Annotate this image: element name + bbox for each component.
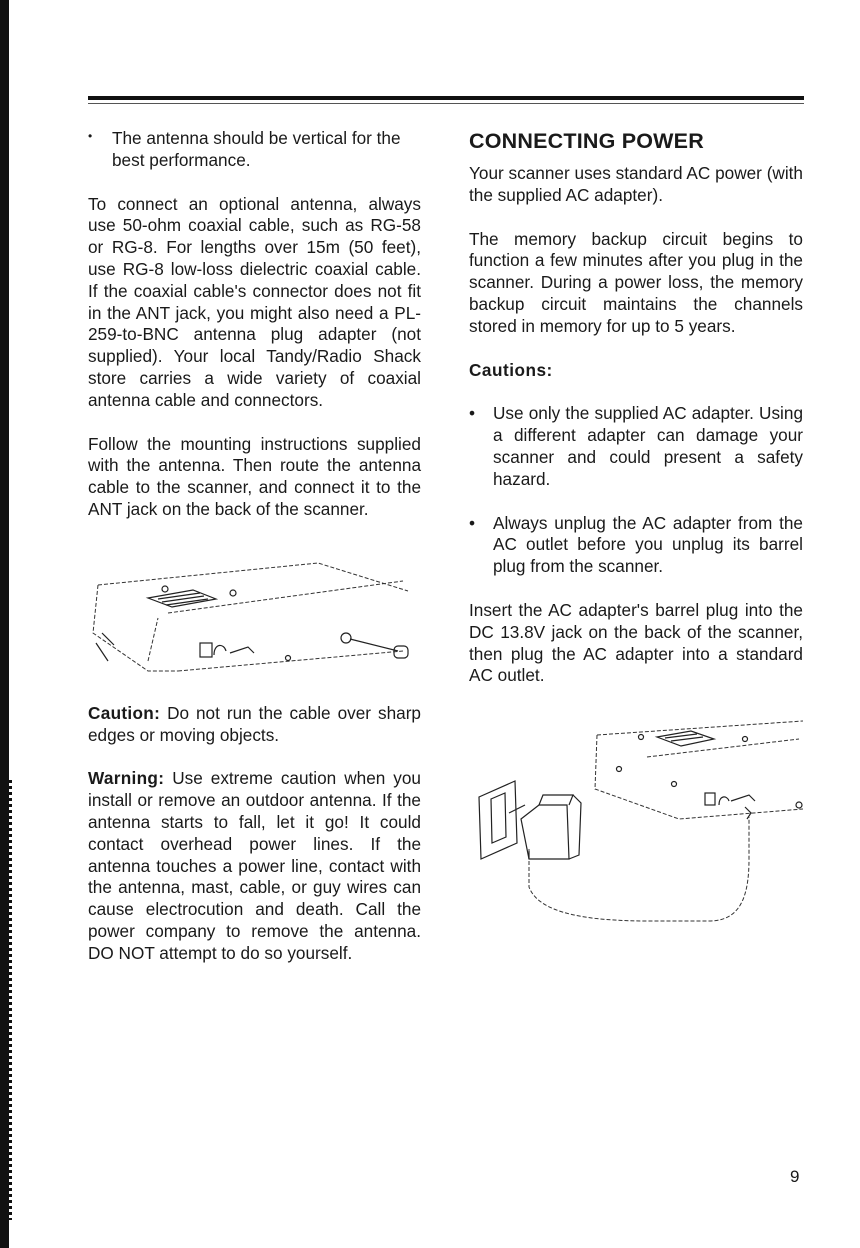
caution-item <box>469 513 803 578</box>
caution-item-text: Always unplug the AC adapter from the AC outlet before you unplug its barrel plug from the scanner. <box>493 512 803 577</box>
caution-item <box>469 403 803 490</box>
mounting-paragraph: Follow the mounting instructions supplied with the antenna. Then route the antenna cable to the scanner, and connect it to the ANT jack on the back of the scanner. <box>88 433 421 519</box>
bullet-mark: • <box>469 403 476 424</box>
antenna-bullet-text: The antenna should be vertical for the best performance. <box>112 128 401 170</box>
ac-adapter-illustration <box>469 709 803 934</box>
caution-paragraph <box>88 703 421 747</box>
scanner-antenna-illustration <box>88 543 421 693</box>
memory-backup-paragraph: The memory backup circuit begins to function a few minutes after you plug in the scanner. During a power loss, the memory backup circuit maintains the channels stored in memory for up to 5 years. <box>469 228 803 336</box>
page-number: 9 <box>790 1167 800 1186</box>
caution-text: Do not run the cable over sharp edges or moving objects. <box>88 702 421 745</box>
caution-label: Caution: <box>88 702 161 723</box>
bullet-mark: • <box>88 129 93 143</box>
caution-item-text: Use only the supplied AC adapter. Using a different adapter can damage your scanner and could present a safety hazard. <box>493 403 803 489</box>
warning-paragraph <box>88 768 421 964</box>
insert-plug-paragraph: Insert the AC adapter's barrel plug into the DC 13.8V jack on the back of the scanner, then plug the AC adapter into a standard AC outlet. <box>469 599 803 686</box>
warning-text: Use extreme caution when you install or remove an outdoor antenna. If the antenna starts to fall, let it go! It could contact overhead power lines. If the antenna touches a power line, contact with the antenna, mast, cable, or guy wires can cause electrocution and death. Call the power company to remove the antenna. DO NOT attempt to do so yourself. <box>88 768 421 963</box>
top-rule <box>88 96 804 100</box>
section-heading: CONNECTING POWER <box>469 129 704 153</box>
warning-label: Warning: <box>88 768 165 789</box>
cautions-heading: Cautions: <box>469 359 553 380</box>
antenna-bullet <box>88 128 421 172</box>
connect-antenna-paragraph: To connect an optional antenna, always use 50-ohm coaxial cable, such as RG-58 or RG-8. For lengths over 15m (50 feet), use RG-8 low-loss dielectric coaxial cable. If the coaxial cable's connector does not fit in the ANT jack, you might also need a PL-259-to-BNC antenna plug adapter (not supplied). Your local Tandy/Radio Shack store carries a wide variety of coaxial antenna cable and connectors. <box>88 193 421 410</box>
binding-edge <box>0 0 9 1248</box>
right-column <box>469 128 803 934</box>
ac-power-paragraph: Your scanner uses standard AC power (with the supplied AC adapter). <box>469 163 803 205</box>
bullet-mark: • <box>469 512 476 533</box>
left-column <box>88 128 421 987</box>
